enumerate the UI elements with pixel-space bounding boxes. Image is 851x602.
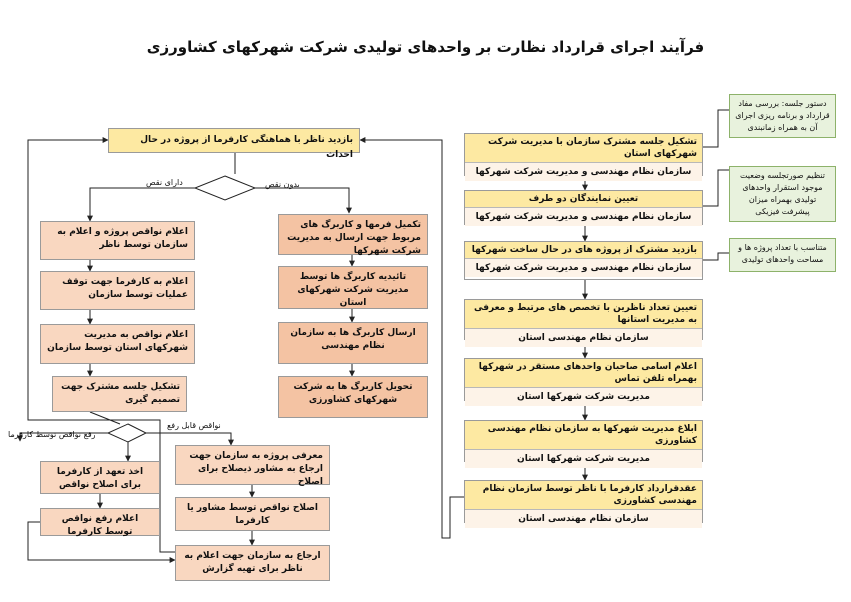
fix-step-2: اصلاح نواقص توسط مشاور یا کارفرما <box>175 497 330 531</box>
step-7-actor: سازمان نظام مهندسی استان <box>465 510 702 528</box>
step-3-actor: سازمان نظام مهندسی و مدیریت شرکت شهرکها <box>465 259 702 277</box>
step-5-actor: مدیریت شرکت شهرکها استان <box>465 388 702 406</box>
defect-step-3: اعلام نواقص به مدیریت شهرکهای استان توسط سازمان <box>40 324 195 364</box>
step-6-actor: مدیریت شرکت شهرکها استان <box>465 450 702 468</box>
step-2 <box>464 190 703 225</box>
step-3-title: بازدید مشترک از پروژه های در حال ساخت شهرکها <box>465 242 702 259</box>
step-7 <box>464 480 703 523</box>
step-7-title: عقدقرارداد کارفرما با ناظر توسط سازمان نظام مهندسی کشاورزی <box>465 481 702 510</box>
label-no-defect: بدون نقص <box>265 180 300 189</box>
step-5-title: اعلام اسامی صاحبان واحدهای مستقر در شهرکها بهمراه تلفن تماس <box>465 359 702 388</box>
defect-step-4: تشکیل جلسه مشترک جهت تصمیم گیری <box>52 376 187 412</box>
step-1-actor: سازمان نظام مهندسی و مدیریت شرکت شهرکها <box>465 163 702 181</box>
defect-step-1: اعلام نواقص پروژه و اعلام به سازمان توسط ناظر <box>40 221 195 260</box>
step-6 <box>464 420 703 462</box>
label-has-defect: دارای نقص <box>146 178 183 187</box>
note-agenda: دستور جلسه: بررسی مفاد قرارداد و برنامه ریزی اجرای آن به همراه زمانبندی <box>729 94 836 138</box>
no-defect-step-3: ارسال کاربرگ ها به سازمان نظام مهندسی <box>278 322 428 364</box>
employer-step-1: اخذ تعهد از کارفرما برای اصلاح نواقص <box>40 461 160 494</box>
label-fixed-by-employer: رفع نواقص توسط کارفرما <box>8 430 96 439</box>
step-1-title: تشکیل جلسه مشترک سازمان با مدیریت شرکت شهرکهای استان <box>465 134 702 163</box>
step-4-title: تعیین تعداد ناظرین با تخصص های مرتبط و معرفی به مدیریت استانها <box>465 300 702 329</box>
decision-diamond-2 <box>108 424 146 442</box>
no-defect-step-1: تکمیل فرمها و کاربرگ های مربوط جهت ارسال به مدیریت شرکت شهرکها <box>278 214 428 255</box>
label-defect-fixed: نواقص قابل رفع <box>167 421 221 430</box>
fix-step-3: ارجاع به سازمان جهت اعلام به ناظر برای تهیه گزارش <box>175 545 330 581</box>
defect-step-2: اعلام به کارفرما جهت توقف عملیات توسط سازمان <box>40 271 195 310</box>
step-6-title: ابلاغ مدیریت شهرکها به سازمان نظام مهندسی کشاورزی <box>465 421 702 450</box>
visit-box: بازدید ناظر با هماهنگی کارفرما از پروژه در حال احداث <box>108 128 360 153</box>
note-proportional: متناسب با تعداد پروژه ها و مساحت واحدهای تولیدی <box>729 238 836 272</box>
note-minutes: تنظیم صورتجلسه وضعیت موجود استقرار واحدهای تولیدی بهمراه میزان پیشرفت فیزیکی <box>729 166 836 222</box>
step-1 <box>464 133 703 176</box>
no-defect-step-2: تائیدیه کاربرگ ها توسط مدیریت شرکت شهرکهای استان <box>278 266 428 309</box>
step-5 <box>464 358 703 401</box>
page-title: فرآیند اجرای قرارداد نظارت بر واحدهای تولیدی شرکت شهرکهای کشاورزی <box>146 38 705 56</box>
employer-step-2: اعلام رفع نواقص توسط کارفرما <box>40 508 160 536</box>
step-2-title: تعیین نمایندگان دو طرف <box>465 191 702 208</box>
fix-step-1: معرفی پروژه به سازمان جهت ارجاع به مشاور ذیصلاح برای اصلاح <box>175 445 330 485</box>
step-4-actor: سازمان نظام مهندسی استان <box>465 329 702 347</box>
no-defect-step-4: تحویل کاربرگ ها به شرکت شهرکهای کشاورزی <box>278 376 428 418</box>
step-2-actor: سازمان نظام مهندسی و مدیریت شرکت شهرکها <box>465 208 702 226</box>
step-3 <box>464 241 703 280</box>
step-4 <box>464 299 703 343</box>
decision-diamond <box>195 176 255 200</box>
